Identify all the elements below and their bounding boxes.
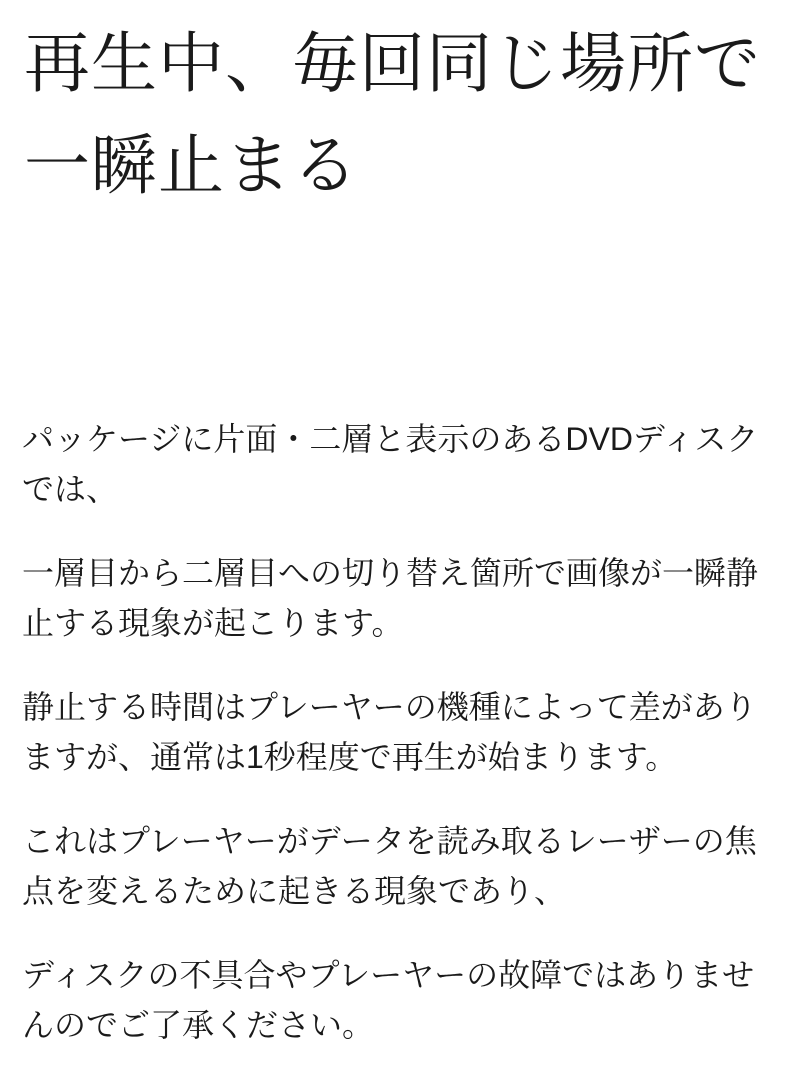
body-paragraph: 静止する時間はプレーヤーの機種によって差がありますが、通常は1秒程度で再生が始まります。 — [22, 689, 757, 775]
body-paragraph: 一層目から二層目への切り替え箇所で画像が一瞬静止する現象が起こります。 — [22, 555, 759, 641]
page-title: 再生中、毎回同じ場所で一瞬止まる — [24, 26, 761, 202]
article-page — [22, 12, 781, 1050]
body-paragraph: これはプレーヤーがデータを読み取るレーザーの焦点を変えるために起きる現象であり、 — [22, 823, 757, 909]
article-body — [22, 414, 781, 1050]
body-paragraph: パッケージに片面・二層と表示のあるDVDディスクでは、 — [22, 421, 759, 507]
body-paragraph: ディスクの不具合やプレーヤーの故障ではありませんのでご了承ください。 — [22, 957, 755, 1043]
